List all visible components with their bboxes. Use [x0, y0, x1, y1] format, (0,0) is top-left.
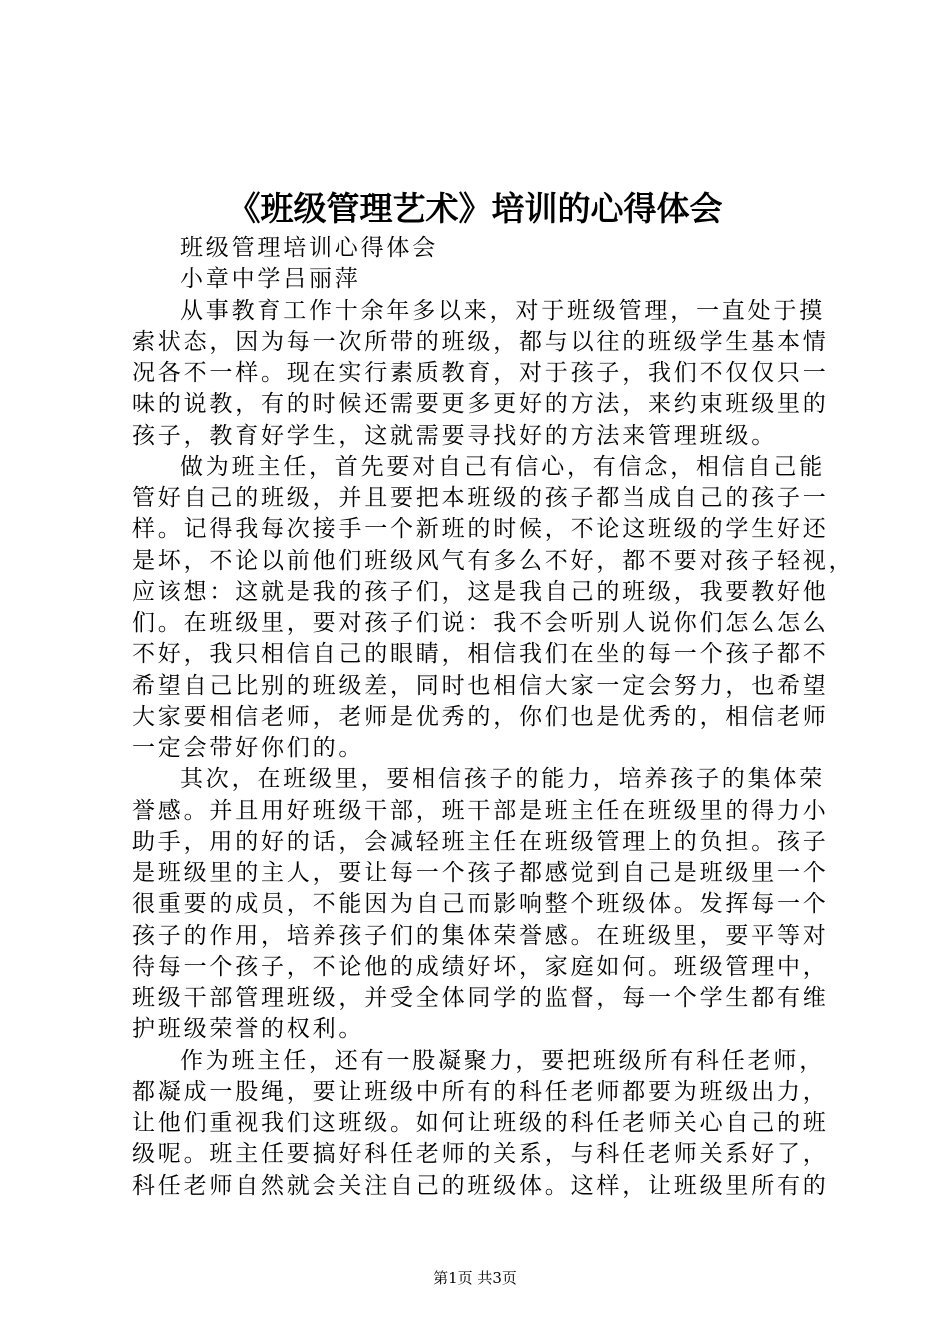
text-line: 管好自己的班级，并且要把本班级的孩子都当成自己的孩子一 [132, 485, 829, 511]
text-line: 是坏，不论以前他们班级风气有多么不好，都不要对孩子轻视， [132, 547, 855, 574]
text-line: 做为班主任，首先要对自己有信心，有信念，相信自己能 [180, 453, 825, 480]
text-line: 味的说教，有的时候还需要更多更好的方法，来约束班级里的 [132, 391, 829, 418]
document-body [132, 233, 855, 1202]
text-line: 小章中学吕丽萍 [180, 266, 361, 293]
text-line: 作为班主任，还有一股凝聚力，要把班级所有科任老师， [180, 1047, 825, 1074]
text-line: 都凝成一股绳，要让班级中所有的科任老师都要为班级出力， [132, 1078, 829, 1105]
text-line: 助手，用的好的话，会减轻班主任在班级管理上的负担。孩子 [132, 828, 829, 855]
text-line: 不好，我只相信自己的眼睛，相信我们在坐的每一个孩子都不 [132, 641, 829, 668]
page-footer: 第1页 共3页 [433, 1269, 517, 1287]
text-line: 孩子的作用，培养孩子们的集体荣誉感。在班级里，要平等对 [132, 922, 829, 949]
text-line: 况各不一样。现在实行素质教育，对于孩子，我们不仅仅只一 [132, 360, 829, 386]
text-line: 孩子，教育好学生，这就需要寻找好的方法来管理班级。 [132, 422, 777, 449]
text-line: 很重要的成员，不能因为自己而影响整个班级体。发挥每一个 [132, 891, 829, 918]
text-line: 科任老师自然就会关注自己的班级体。这样，让班级里所有的 [132, 1172, 829, 1199]
text-line: 希望自己比别的班级差，同时也相信大家一定会努力，也希望 [132, 672, 829, 699]
text-line: 样。记得我每次接手一个新班的时候，不论这班级的学生好还 [132, 516, 829, 543]
text-line: 大家要相信老师，老师是优秀的，你们也是优秀的，相信老师 [132, 703, 829, 730]
text-line: 班级干部管理班级，并受全体同学的监督，每一个学生都有维 [132, 985, 829, 1011]
text-line: 护班级荣誉的权利。 [132, 1016, 365, 1043]
text-line: 其次，在班级里，要相信孩子的能力，培养孩子的集体荣 [180, 766, 825, 793]
text-line: 应该想：这就是我的孩子们，这是我自己的班级，我要教好他 [132, 578, 829, 605]
text-line: 待每一个孩子，不论他的成绩好坏，家庭如何。班级管理中， [132, 953, 829, 980]
text-line: 让他们重视我们这班级。如何让班级的科任老师关心自己的班 [132, 1110, 829, 1136]
text-line: 从事教育工作十余年多以来，对于班级管理，一直处于摸 [180, 297, 825, 324]
text-line: 是班级里的主人，要让每一个孩子都感觉到自己是班级里一个 [132, 860, 829, 886]
text-line: 级呢。班主任要搞好科任老师的关系，与科任老师关系好了， [132, 1141, 829, 1168]
text-line: 誉感。并且用好班级干部，班干部是班主任在班级里的得力小 [132, 797, 829, 824]
text-line: 索状态，因为每一次所带的班级，都与以往的班级学生基本情 [132, 328, 829, 355]
text-line: 们。在班级里，要对孩子们说：我不会听别人说你们怎么怎么 [132, 610, 829, 636]
text-line: 班级管理培训心得体会 [180, 235, 438, 261]
document-title: 《班级管理艺术》培训的心得体会 [227, 189, 723, 228]
text-line: 一定会带好你们的。 [132, 735, 365, 761]
